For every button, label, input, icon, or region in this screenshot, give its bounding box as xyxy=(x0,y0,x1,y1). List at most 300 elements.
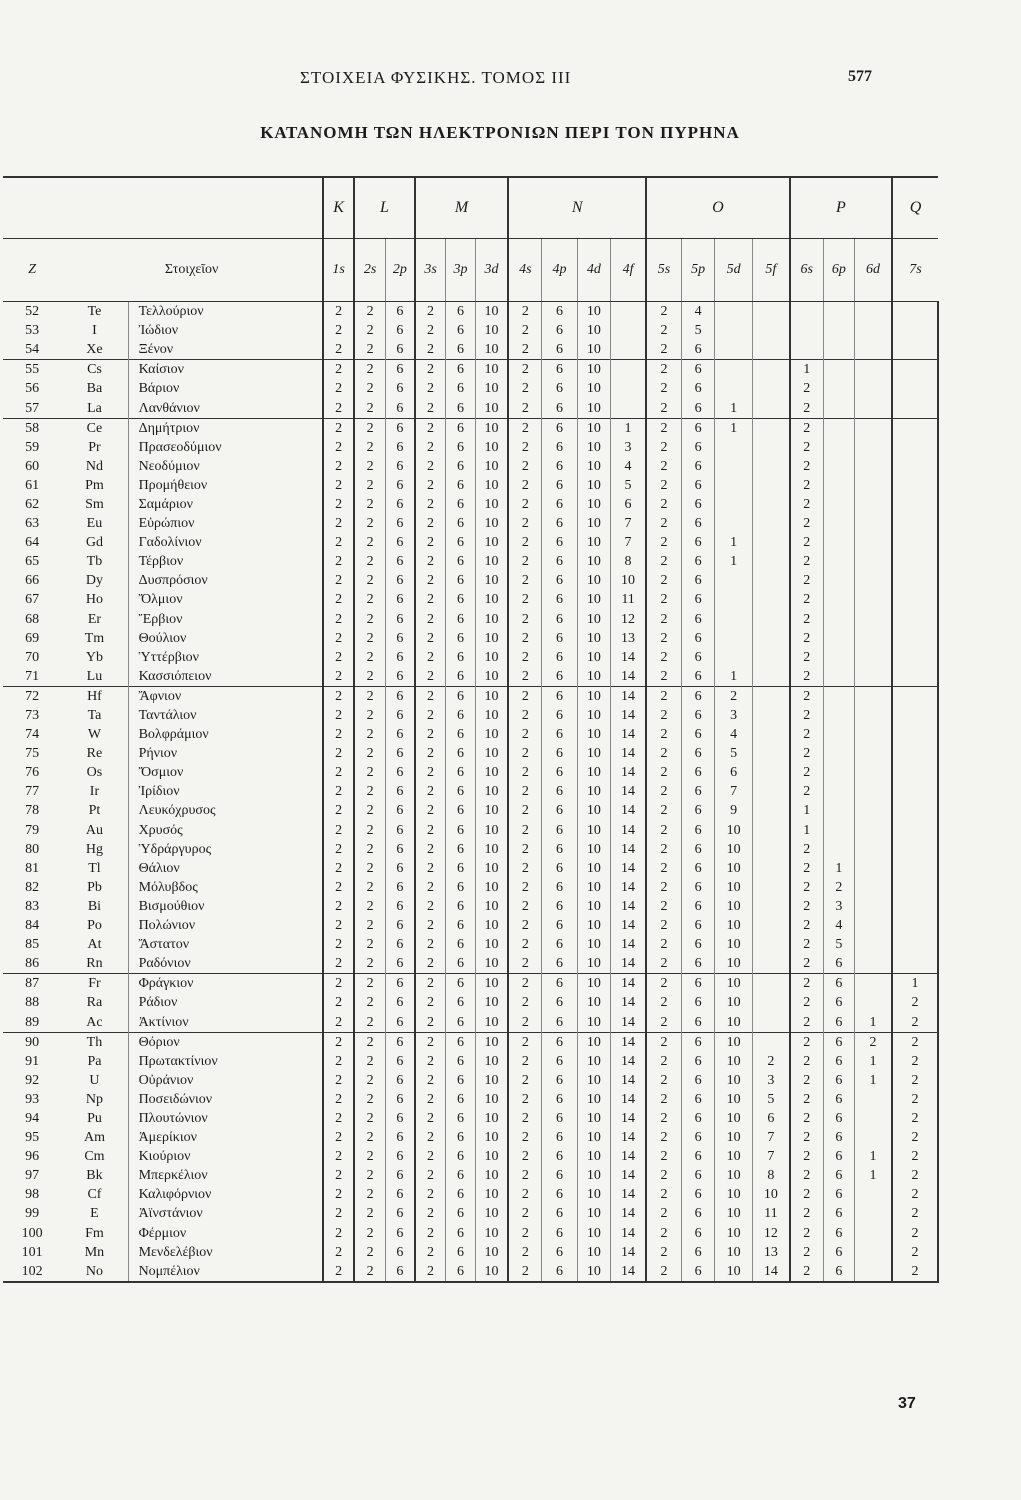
occupancy-cell: 6 xyxy=(542,1109,577,1128)
atomic-number: 78 xyxy=(25,803,40,819)
occupancy-cell: 8 xyxy=(611,552,646,571)
atomic-number: 84 xyxy=(25,918,40,934)
occupancy-cell: 10 xyxy=(715,916,753,935)
occupancy-cell: 10 xyxy=(715,878,753,897)
occupancy-cell: 6 xyxy=(681,1052,714,1071)
occupancy-cell xyxy=(715,590,753,609)
occupancy-cell: 6 xyxy=(446,1243,475,1262)
occupancy-cell: 6 xyxy=(385,744,414,763)
atomic-number: 71 xyxy=(25,668,40,684)
occupancy-cell: 2 xyxy=(323,801,354,820)
atomic-number: 92 xyxy=(25,1072,40,1088)
occupancy-cell: 2 xyxy=(323,744,354,763)
occupancy-cell: 2 xyxy=(646,495,681,514)
occupancy-cell xyxy=(892,552,938,571)
table-row xyxy=(3,821,938,840)
occupancy-cell xyxy=(752,667,790,687)
occupancy-cell: 2 xyxy=(508,840,541,859)
occupancy-cell: 6 xyxy=(542,457,577,476)
occupancy-cell: 14 xyxy=(611,725,646,744)
occupancy-cell: 2 xyxy=(354,321,385,340)
shell-header: K xyxy=(323,177,354,239)
occupancy-cell: 2 xyxy=(646,859,681,878)
occupancy-cell: 2 xyxy=(323,1071,354,1090)
subshell-header: 5f xyxy=(752,239,790,302)
occupancy-cell: 6 xyxy=(446,571,475,590)
occupancy-cell: 6 xyxy=(446,340,475,360)
occupancy-cell: 10 xyxy=(577,398,610,418)
occupancy-cell: 6 xyxy=(385,1071,414,1090)
occupancy-cell: 6 xyxy=(542,438,577,457)
occupancy-cell: 6 xyxy=(542,782,577,801)
element-symbol: Ba xyxy=(86,381,103,397)
occupancy-cell: 10 xyxy=(577,629,610,648)
table-row xyxy=(3,648,938,667)
occupancy-cell xyxy=(892,418,938,438)
occupancy-cell: 10 xyxy=(577,1166,610,1185)
occupancy-cell xyxy=(892,782,938,801)
occupancy-cell: 2 xyxy=(790,840,823,859)
occupancy-cell xyxy=(752,744,790,763)
occupancy-cell xyxy=(854,629,892,648)
occupancy-cell: 2 xyxy=(323,1090,354,1109)
occupancy-cell: 10 xyxy=(715,1109,753,1128)
occupancy-cell: 2 xyxy=(790,1109,823,1128)
occupancy-cell: 6 xyxy=(446,438,475,457)
occupancy-cell: 6 xyxy=(542,1147,577,1166)
table-row xyxy=(3,782,938,801)
table-row xyxy=(3,514,938,533)
occupancy-cell xyxy=(854,801,892,820)
element-name: Μενδελέβιον xyxy=(128,1243,323,1262)
occupancy-cell: 10 xyxy=(475,418,508,438)
occupancy-cell: 13 xyxy=(611,629,646,648)
occupancy-cell xyxy=(823,725,854,744)
occupancy-cell: 2 xyxy=(354,418,385,438)
occupancy-cell: 2 xyxy=(508,916,541,935)
occupancy-cell: 2 xyxy=(508,629,541,648)
table-row xyxy=(3,629,938,648)
occupancy-cell: 2 xyxy=(508,1109,541,1128)
occupancy-cell: 10 xyxy=(475,821,508,840)
occupancy-cell xyxy=(854,514,892,533)
occupancy-cell: 2 xyxy=(415,763,446,782)
occupancy-cell: 2 xyxy=(323,552,354,571)
subshell-header: 5s xyxy=(646,239,681,302)
occupancy-cell: 2 xyxy=(415,954,446,974)
element-name: Καίσιον xyxy=(128,360,323,380)
occupancy-cell: 10 xyxy=(577,1147,610,1166)
occupancy-cell: 2 xyxy=(354,859,385,878)
occupancy-cell: 14 xyxy=(611,1166,646,1185)
occupancy-cell: 6 xyxy=(542,974,577,994)
occupancy-cell: 2 xyxy=(646,1071,681,1090)
occupancy-cell: 14 xyxy=(611,706,646,725)
occupancy-cell: 2 xyxy=(508,1071,541,1090)
occupancy-cell: 2 xyxy=(646,476,681,495)
occupancy-cell: 6 xyxy=(385,801,414,820)
occupancy-cell: 6 xyxy=(542,878,577,897)
occupancy-cell: 6 xyxy=(542,916,577,935)
atomic-number: 69 xyxy=(25,630,40,646)
occupancy-cell: 2 xyxy=(646,571,681,590)
occupancy-cell: 14 xyxy=(611,1243,646,1262)
occupancy-cell xyxy=(611,321,646,340)
occupancy-cell: 2 xyxy=(790,533,823,552)
occupancy-cell: 10 xyxy=(475,398,508,418)
occupancy-cell: 2 xyxy=(790,648,823,667)
occupancy-cell: 6 xyxy=(823,1166,854,1185)
occupancy-cell: 2 xyxy=(415,725,446,744)
element-symbol: Ce xyxy=(61,418,128,438)
shell-header: Q xyxy=(892,177,938,239)
table-row xyxy=(3,533,938,552)
occupancy-cell: 14 xyxy=(611,1224,646,1243)
occupancy-cell: 6 xyxy=(542,610,577,629)
occupancy-cell: 2 xyxy=(354,1128,385,1147)
occupancy-cell: 14 xyxy=(611,744,646,763)
occupancy-cell: 2 xyxy=(415,457,446,476)
occupancy-cell: 2 xyxy=(646,457,681,476)
table-row xyxy=(3,1224,938,1243)
table-row xyxy=(3,418,938,438)
occupancy-cell xyxy=(752,360,790,380)
occupancy-cell: 10 xyxy=(475,533,508,552)
element-symbol: Np xyxy=(85,1091,104,1107)
shell-header: O xyxy=(646,177,790,239)
occupancy-cell xyxy=(752,897,790,916)
occupancy-cell: 2 xyxy=(646,610,681,629)
atomic-number: 77 xyxy=(25,784,40,800)
occupancy-cell: 6 xyxy=(446,457,475,476)
occupancy-cell: 10 xyxy=(611,571,646,590)
occupancy-cell: 6 xyxy=(681,340,714,360)
occupancy-cell: 6 xyxy=(681,438,714,457)
occupancy-cell: 10 xyxy=(475,514,508,533)
occupancy-cell: 10 xyxy=(577,476,610,495)
occupancy-cell: 2 xyxy=(323,1224,354,1243)
occupancy-cell xyxy=(823,782,854,801)
occupancy-cell: 2 xyxy=(354,840,385,859)
occupancy-cell: 6 xyxy=(752,1109,790,1128)
occupancy-cell: 14 xyxy=(611,859,646,878)
occupancy-cell xyxy=(790,302,823,322)
occupancy-cell: 14 xyxy=(611,648,646,667)
atomic-number: 100 xyxy=(21,1225,43,1241)
occupancy-cell xyxy=(854,495,892,514)
occupancy-cell: 10 xyxy=(475,438,508,457)
occupancy-cell: 14 xyxy=(611,1185,646,1204)
table-row xyxy=(3,438,938,457)
occupancy-cell: 6 xyxy=(542,1262,577,1282)
occupancy-cell: 6 xyxy=(542,993,577,1012)
occupancy-cell: 10 xyxy=(475,993,508,1012)
occupancy-cell xyxy=(752,1012,790,1032)
occupancy-cell: 3 xyxy=(823,897,854,916)
occupancy-cell xyxy=(854,302,892,322)
occupancy-cell: 10 xyxy=(577,1185,610,1204)
table-row xyxy=(3,878,938,897)
occupancy-cell xyxy=(752,610,790,629)
occupancy-cell: 2 xyxy=(790,552,823,571)
occupancy-cell xyxy=(823,457,854,476)
table-row xyxy=(3,763,938,782)
occupancy-cell: 2 xyxy=(646,993,681,1012)
occupancy-cell xyxy=(854,590,892,609)
occupancy-cell: 2 xyxy=(646,1166,681,1185)
occupancy-cell: 2 xyxy=(354,763,385,782)
occupancy-cell: 6 xyxy=(446,935,475,954)
occupancy-cell: 2 xyxy=(646,974,681,994)
occupancy-cell: 2 xyxy=(354,1166,385,1185)
occupancy-cell: 2 xyxy=(354,1052,385,1071)
subshell-header: 1s xyxy=(323,239,354,302)
occupancy-cell: 10 xyxy=(577,993,610,1012)
occupancy-cell: 6 xyxy=(681,878,714,897)
occupancy-cell xyxy=(823,495,854,514)
occupancy-cell: 6 xyxy=(681,1012,714,1032)
occupancy-cell: 1 xyxy=(854,1166,892,1185)
occupancy-cell xyxy=(611,340,646,360)
occupancy-cell: 2 xyxy=(715,686,753,706)
occupancy-cell: 14 xyxy=(611,667,646,687)
occupancy-cell: 6 xyxy=(446,1109,475,1128)
occupancy-cell: 2 xyxy=(415,438,446,457)
occupancy-cell: 10 xyxy=(715,935,753,954)
occupancy-cell xyxy=(892,706,938,725)
occupancy-cell xyxy=(823,629,854,648)
occupancy-cell: 2 xyxy=(892,1128,938,1147)
occupancy-cell: 10 xyxy=(715,1071,753,1090)
occupancy-cell: 2 xyxy=(790,1204,823,1223)
occupancy-cell: 2 xyxy=(415,495,446,514)
occupancy-cell: 6 xyxy=(385,1032,414,1052)
occupancy-cell: 2 xyxy=(790,590,823,609)
occupancy-cell: 10 xyxy=(752,1185,790,1204)
occupancy-cell xyxy=(854,744,892,763)
occupancy-cell: 2 xyxy=(508,302,541,322)
table-row xyxy=(3,916,938,935)
occupancy-cell xyxy=(854,916,892,935)
occupancy-cell: 4 xyxy=(823,916,854,935)
occupancy-cell xyxy=(892,667,938,687)
occupancy-cell: 2 xyxy=(323,916,354,935)
occupancy-cell: 2 xyxy=(646,744,681,763)
occupancy-cell: 10 xyxy=(475,859,508,878)
occupancy-cell xyxy=(823,552,854,571)
occupancy-cell: 6 xyxy=(542,476,577,495)
occupancy-cell: 10 xyxy=(475,878,508,897)
occupancy-cell: 6 xyxy=(681,495,714,514)
occupancy-cell: 10 xyxy=(475,571,508,590)
occupancy-cell: 5 xyxy=(823,935,854,954)
atomic-number: 59 xyxy=(25,439,40,455)
occupancy-cell: 6 xyxy=(542,1128,577,1147)
occupancy-cell xyxy=(715,438,753,457)
occupancy-cell: 2 xyxy=(790,476,823,495)
occupancy-cell: 2 xyxy=(415,1147,446,1166)
occupancy-cell: 2 xyxy=(323,1262,354,1282)
occupancy-cell xyxy=(823,706,854,725)
occupancy-cell: 2 xyxy=(508,974,541,994)
subshell-header: 5p xyxy=(681,239,714,302)
occupancy-cell: 2 xyxy=(508,801,541,820)
occupancy-cell: 10 xyxy=(577,1128,610,1147)
atomic-number: 88 xyxy=(25,995,40,1011)
occupancy-cell: 2 xyxy=(790,1224,823,1243)
occupancy-cell: 10 xyxy=(577,418,610,438)
occupancy-cell xyxy=(854,321,892,340)
occupancy-cell xyxy=(854,571,892,590)
occupancy-cell: 6 xyxy=(385,667,414,687)
occupancy-cell xyxy=(823,840,854,859)
occupancy-cell: 2 xyxy=(508,610,541,629)
occupancy-cell: 6 xyxy=(446,418,475,438)
occupancy-cell: 6 xyxy=(681,744,714,763)
occupancy-cell xyxy=(752,514,790,533)
occupancy-cell: 2 xyxy=(508,340,541,360)
occupancy-cell: 2 xyxy=(790,1032,823,1052)
atomic-number: 95 xyxy=(25,1130,40,1146)
occupancy-cell: 2 xyxy=(646,1032,681,1052)
occupancy-cell: 10 xyxy=(577,763,610,782)
element-name: Πολώνιον xyxy=(128,916,323,935)
occupancy-cell: 2 xyxy=(646,552,681,571)
atomic-number: 102 xyxy=(21,1263,43,1279)
occupancy-cell: 6 xyxy=(385,878,414,897)
occupancy-cell: 2 xyxy=(790,1262,823,1282)
occupancy-cell: 6 xyxy=(823,1071,854,1090)
occupancy-cell xyxy=(854,457,892,476)
occupancy-cell xyxy=(752,379,790,398)
occupancy-cell: 2 xyxy=(354,1090,385,1109)
occupancy-cell: 6 xyxy=(385,476,414,495)
occupancy-cell: 2 xyxy=(892,1262,938,1282)
subshell-header: 3d xyxy=(475,239,508,302)
occupancy-cell: 6 xyxy=(446,302,475,322)
occupancy-cell: 6 xyxy=(446,821,475,840)
occupancy-cell: 10 xyxy=(715,1185,753,1204)
occupancy-cell: 6 xyxy=(385,993,414,1012)
occupancy-cell: 14 xyxy=(611,954,646,974)
occupancy-cell: 2 xyxy=(790,859,823,878)
occupancy-cell: 10 xyxy=(475,1147,508,1166)
occupancy-cell: 2 xyxy=(323,398,354,418)
table-row xyxy=(3,571,938,590)
occupancy-cell: 14 xyxy=(611,1032,646,1052)
occupancy-cell xyxy=(611,398,646,418)
occupancy-cell: 2 xyxy=(323,897,354,916)
occupancy-cell: 10 xyxy=(715,1012,753,1032)
occupancy-cell xyxy=(892,763,938,782)
table-row xyxy=(3,801,938,820)
occupancy-cell: 2 xyxy=(508,744,541,763)
occupancy-cell: 10 xyxy=(577,878,610,897)
occupancy-cell: 7 xyxy=(611,533,646,552)
element-symbol: At xyxy=(87,937,102,953)
subshell-header: 4f xyxy=(611,239,646,302)
occupancy-cell xyxy=(854,340,892,360)
occupancy-cell: 6 xyxy=(542,897,577,916)
element-name: Ἰώδιον xyxy=(128,321,323,340)
occupancy-cell: 6 xyxy=(446,1032,475,1052)
atomic-number: 79 xyxy=(25,822,40,838)
occupancy-cell: 2 xyxy=(323,667,354,687)
occupancy-cell: 1 xyxy=(715,398,753,418)
occupancy-cell: 2 xyxy=(854,1032,892,1052)
table-row xyxy=(3,1090,938,1109)
element-name: Λευκόχρυσος xyxy=(128,801,323,820)
occupancy-cell: 2 xyxy=(323,821,354,840)
subshell-header: 6d xyxy=(854,239,892,302)
occupancy-cell xyxy=(892,916,938,935)
occupancy-cell: 6 xyxy=(542,418,577,438)
element-name: Ταντάλιον xyxy=(128,706,323,725)
occupancy-cell: 6 xyxy=(385,897,414,916)
occupancy-cell: 14 xyxy=(611,974,646,994)
occupancy-cell: 6 xyxy=(446,916,475,935)
occupancy-cell: 10 xyxy=(577,801,610,820)
occupancy-cell: 2 xyxy=(646,629,681,648)
occupancy-cell: 2 xyxy=(415,1071,446,1090)
occupancy-cell: 2 xyxy=(508,495,541,514)
occupancy-cell: 6 xyxy=(385,686,414,706)
occupancy-cell: 14 xyxy=(611,1071,646,1090)
occupancy-cell: 1 xyxy=(854,1071,892,1090)
occupancy-cell xyxy=(892,648,938,667)
occupancy-cell: 6 xyxy=(385,974,414,994)
occupancy-cell: 6 xyxy=(611,495,646,514)
occupancy-cell: 6 xyxy=(823,1090,854,1109)
occupancy-cell xyxy=(715,476,753,495)
occupancy-cell: 2 xyxy=(354,1071,385,1090)
occupancy-cell: 10 xyxy=(577,495,610,514)
occupancy-cell: 10 xyxy=(577,686,610,706)
element-symbol: Pr xyxy=(88,439,101,455)
occupancy-cell: 2 xyxy=(323,457,354,476)
occupancy-cell: 2 xyxy=(508,1090,541,1109)
occupancy-cell: 10 xyxy=(715,1224,753,1243)
occupancy-cell xyxy=(892,571,938,590)
occupancy-cell: 1 xyxy=(790,821,823,840)
occupancy-cell: 6 xyxy=(542,398,577,418)
table-row xyxy=(3,1052,938,1071)
occupancy-cell xyxy=(823,321,854,340)
atomic-number: 86 xyxy=(25,956,40,972)
occupancy-cell: 2 xyxy=(415,590,446,609)
occupancy-cell: 10 xyxy=(715,954,753,974)
element-name: Δυσπρόσιον xyxy=(128,571,323,590)
occupancy-cell: 2 xyxy=(508,438,541,457)
occupancy-cell: 6 xyxy=(542,725,577,744)
occupancy-cell xyxy=(823,686,854,706)
occupancy-cell xyxy=(752,648,790,667)
occupancy-cell xyxy=(854,533,892,552)
occupancy-cell: 6 xyxy=(385,859,414,878)
occupancy-cell: 2 xyxy=(508,1204,541,1223)
occupancy-cell: 10 xyxy=(577,1071,610,1090)
occupancy-cell: 2 xyxy=(508,514,541,533)
occupancy-cell: 10 xyxy=(577,1204,610,1223)
occupancy-cell: 2 xyxy=(323,686,354,706)
occupancy-cell: 2 xyxy=(415,1052,446,1071)
occupancy-cell: 2 xyxy=(646,379,681,398)
page-number: 577 xyxy=(848,68,872,85)
occupancy-cell: 6 xyxy=(542,1052,577,1071)
occupancy-cell: 2 xyxy=(415,916,446,935)
occupancy-cell: 2 xyxy=(790,954,823,974)
occupancy-cell: 10 xyxy=(475,974,508,994)
